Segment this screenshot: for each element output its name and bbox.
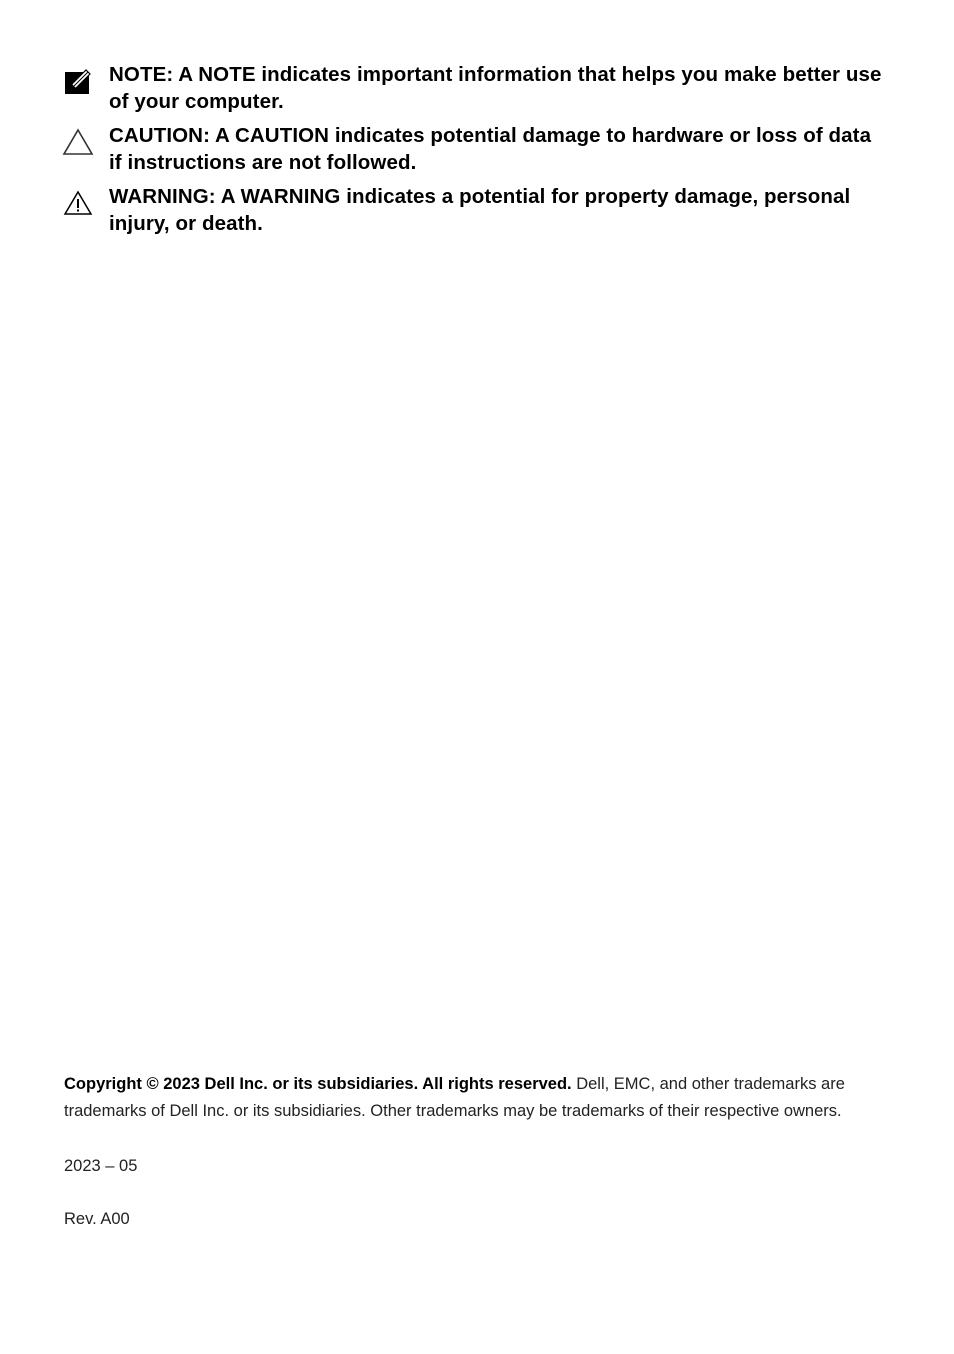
warning-triangle-icon	[62, 186, 94, 218]
caution-text: CAUTION: A CAUTION indicates potential damage to hardware or loss of data if instructions are not followed.	[109, 124, 872, 174]
publication-date: 2023 – 05	[64, 1157, 138, 1175]
note-notice	[62, 61, 882, 115]
warning-notice	[62, 183, 882, 237]
legal-section	[64, 1071, 874, 1229]
note-pencil-icon	[62, 64, 94, 96]
caution-notice	[62, 122, 882, 176]
note-text: NOTE: A NOTE indicates important information that helps you make better use of your computer.	[109, 63, 882, 113]
warning-text: WARNING: A WARNING indicates a potential for property damage, personal injury, or death.	[109, 185, 851, 235]
copyright-paragraph	[64, 1071, 874, 1125]
notice-list	[62, 61, 882, 244]
trademark-statement: Dell, EMC, and other trademarks are trademarks of Dell Inc. or its subsidiaries. Other trademarks may be trademarks of their respective owners.	[64, 1075, 845, 1120]
copyright-statement: Copyright © 2023 Dell Inc. or its subsidiaries. All rights reserved.	[64, 1075, 572, 1093]
revision-label: Rev. A00	[64, 1210, 130, 1228]
caution-triangle-icon	[62, 125, 94, 157]
